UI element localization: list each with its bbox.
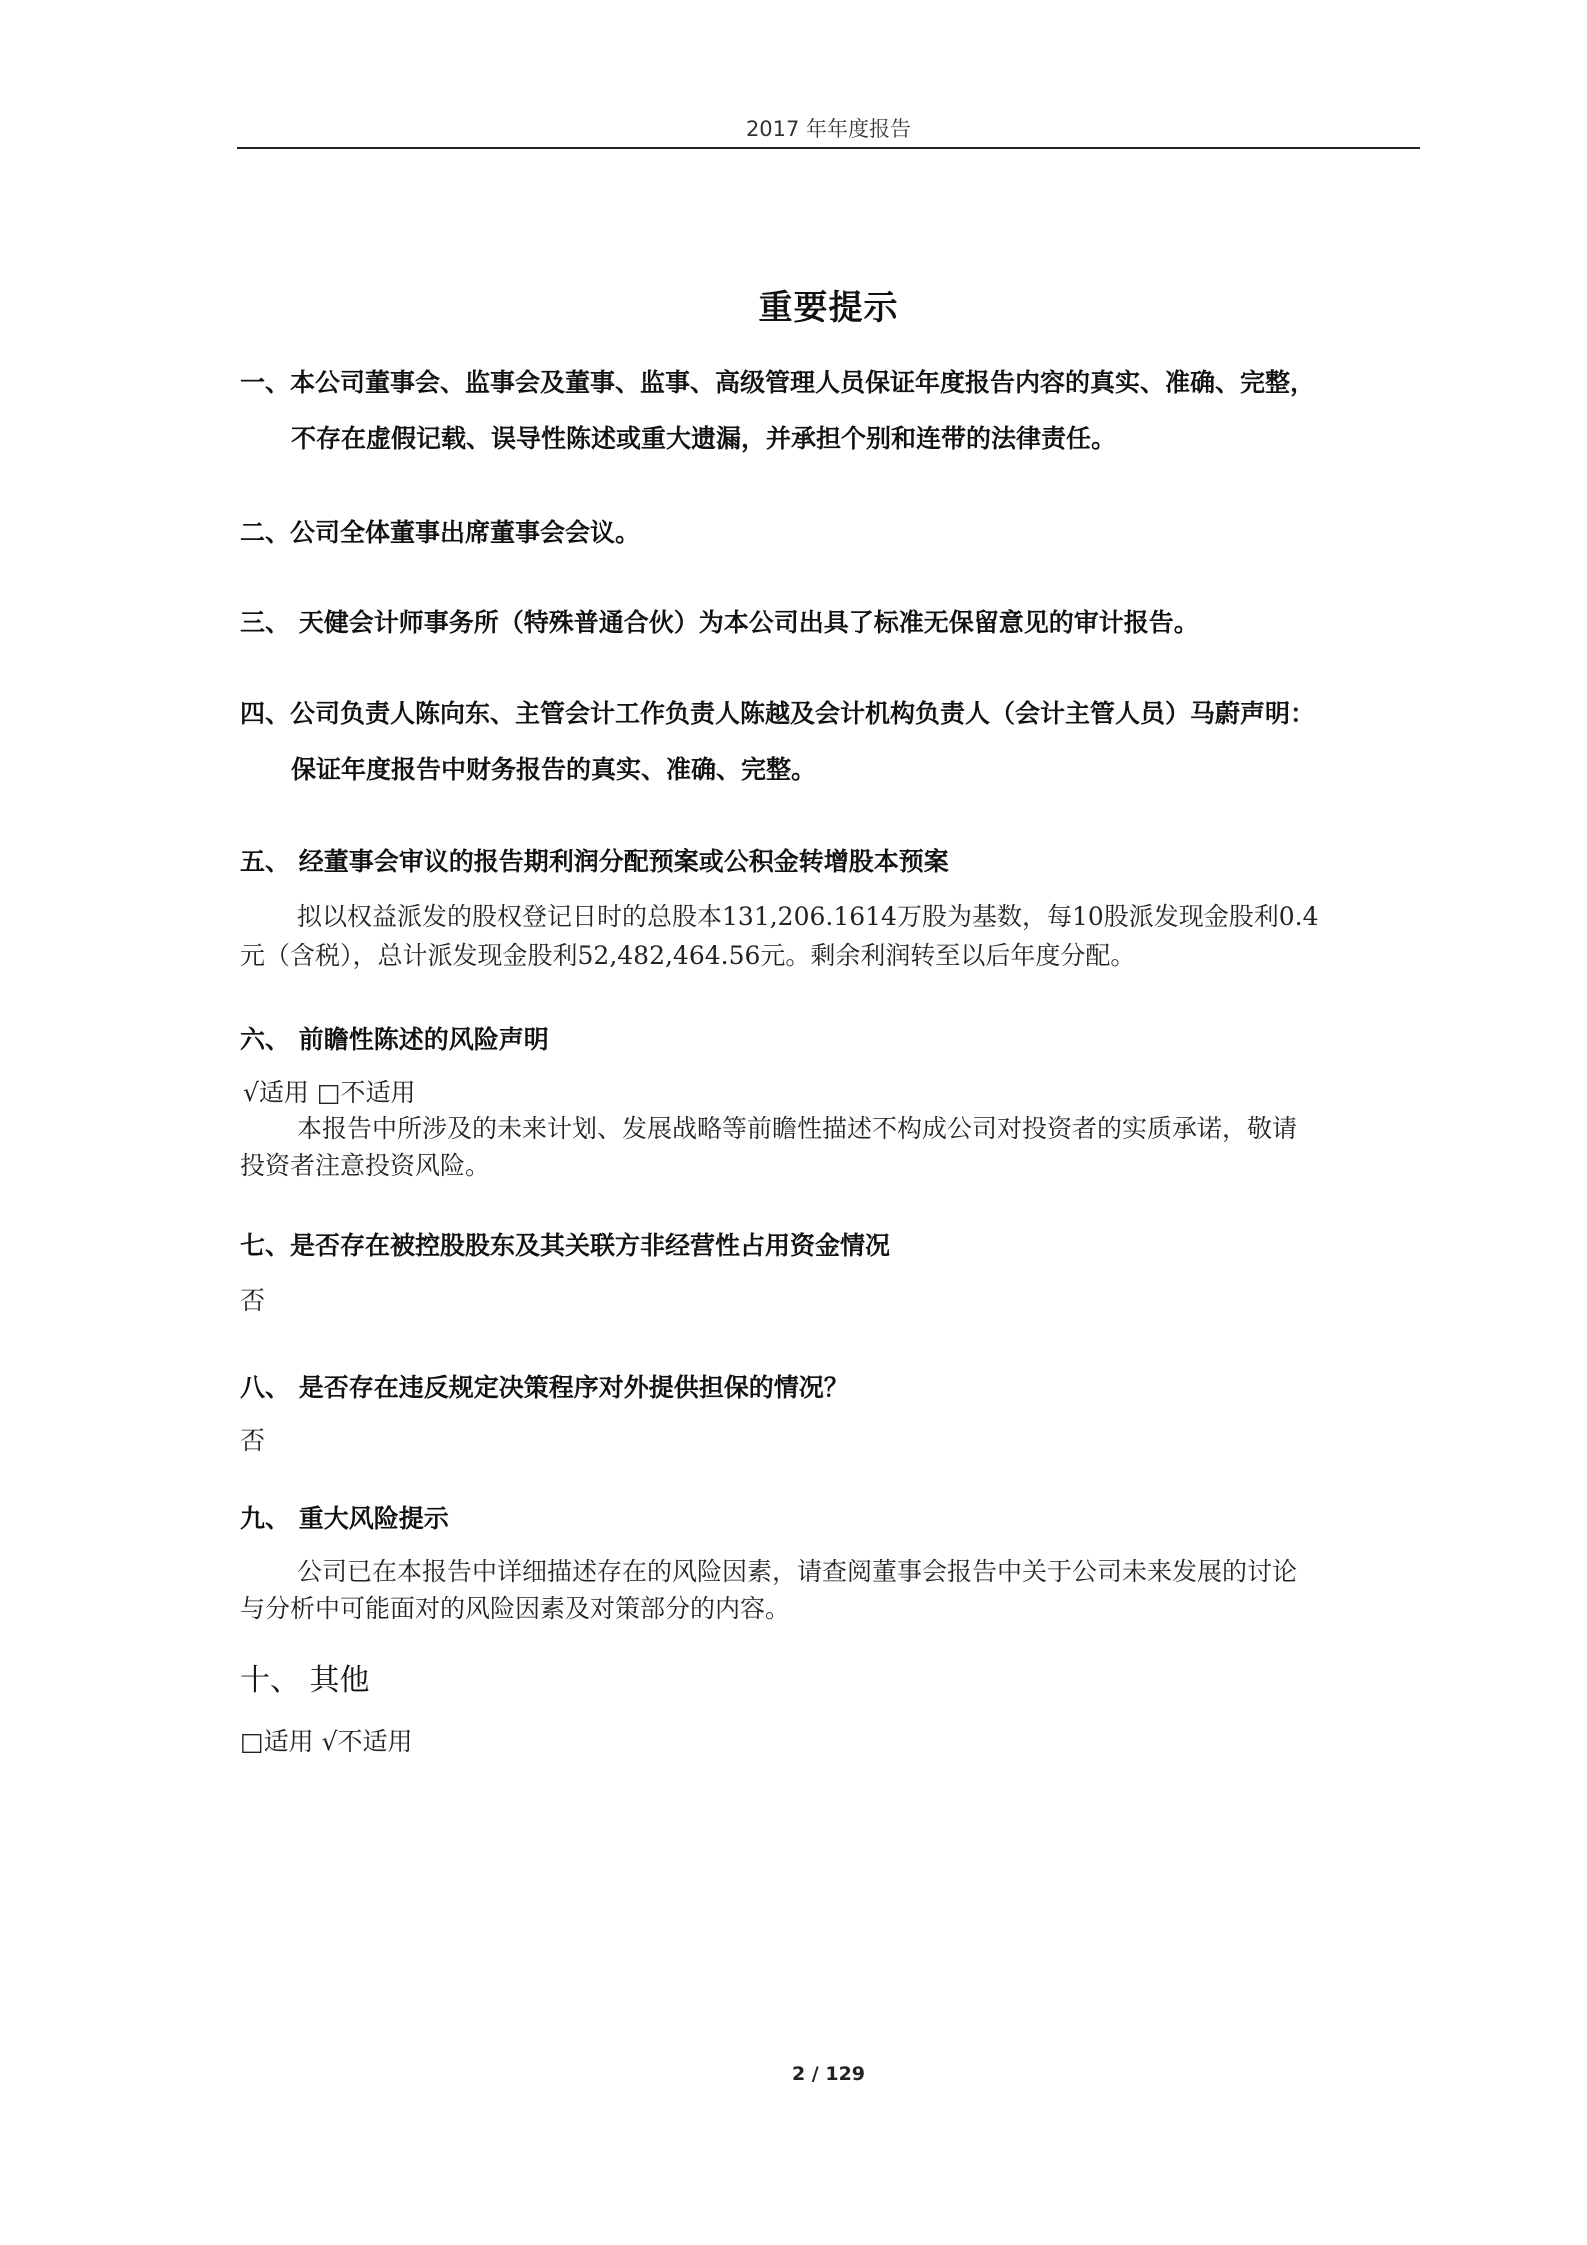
page-number: 2 / 129 [791, 2063, 866, 2085]
section-5-body-2: 元（含税），总计派发现金股利52,482,464.56元。剩余利润转至以后年度分配。 [240, 941, 1136, 970]
section-10-applicability: □适用 √不适用 [240, 1727, 413, 1756]
section-10-heading: 十、 其他 [240, 1663, 370, 1698]
section-9-body-2: 与分析中可能面对的风险因素及对策部分的内容。 [240, 1594, 791, 1623]
section-1-line-2: 不存在虚假记载、误导性陈述或重大遗漏，并承担个别和连带的法律责任。 [291, 424, 1117, 453]
section-2-line-1: 二、公司全体董事出席董事会会议。 [240, 518, 641, 547]
section-6-body-1: 本报告中所涉及的未来计划、发展战略等前瞻性描述不构成公司对投资者的实质承诺，敬请 [297, 1114, 1298, 1143]
section-9-body-1: 公司已在本报告中详细描述存在的风险因素，请查阅董事会报告中关于公司未来发展的讨论 [297, 1557, 1298, 1586]
section-4-line-1: 四、公司负责人陈向东、主管会计工作负责人陈越及会计机构负责人（会计主管人员）马蔚声明： [240, 699, 1316, 728]
section-6-heading: 六、 前瞻性陈述的风险声明 [240, 1025, 549, 1054]
section-8-heading: 八、 是否存在违反规定决策程序对外提供担保的情况？ [240, 1373, 849, 1402]
section-3-line-1: 三、 天健会计师事务所（特殊普通合伙）为本公司出具了标准无保留意见的审计报告。 [240, 608, 1199, 637]
section-7-heading: 七、是否存在被控股股东及其关联方非经营性占用资金情况 [240, 1231, 891, 1260]
section-6-body-2: 投资者注意投资风险。 [240, 1151, 491, 1180]
section-7-answer: 否 [240, 1286, 266, 1315]
section-5-heading: 五、 经董事会审议的报告期利润分配预案或公积金转增股本预案 [240, 847, 949, 876]
section-9-heading: 九、 重大风险提示 [240, 1504, 449, 1533]
section-6-applicability: √适用 □不适用 [243, 1078, 416, 1107]
section-5-body-1: 拟以权益派发的股权登记日时的总股本131,206.1614万股为基数，每10股派发现金股利0.4 [297, 902, 1319, 931]
section-1-line-1: 一、本公司董事会、监事会及董事、监事、高级管理人员保证年度报告内容的真实、准确、完整， [240, 368, 1316, 397]
page-title: 重要提示 [758, 288, 899, 328]
page-header-title: 2017 年年度报告 [745, 117, 912, 141]
section-4-line-2: 保证年度报告中财务报告的真实、准确、完整。 [291, 755, 817, 784]
section-8-answer: 否 [240, 1426, 266, 1455]
header-divider [237, 147, 1420, 149]
